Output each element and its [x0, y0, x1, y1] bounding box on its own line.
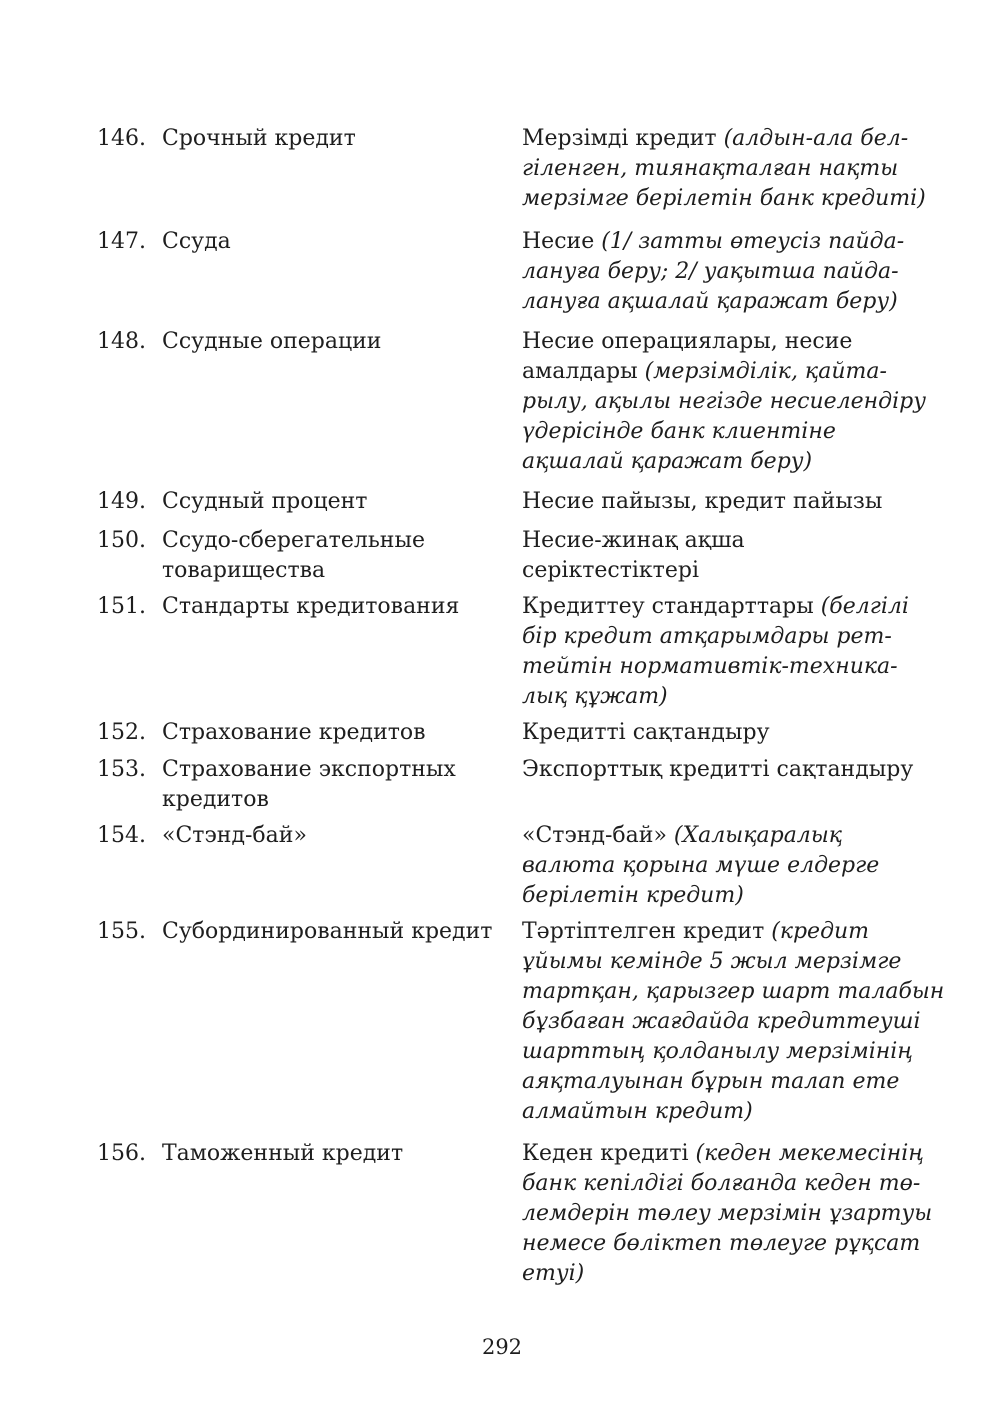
kazakh-translation-line: [522, 622, 922, 652]
kazakh-translation-line: [522, 1067, 922, 1097]
translation-text: Несие пайызы, кредит пайызы: [522, 489, 883, 514]
kazakh-translation-line: [522, 718, 922, 748]
russian-term: [162, 917, 507, 947]
russian-term: [162, 124, 507, 154]
kazakh-translation-line: [522, 851, 922, 881]
translation-text: Несие-жинақ ақша: [522, 528, 745, 553]
kazakh-translation: [522, 327, 926, 477]
russian-term-line: Срочный кредит: [162, 126, 356, 151]
kazakh-translation-line: [522, 1139, 922, 1169]
entry-number: 154.: [97, 823, 146, 848]
entry-number: 153.: [97, 757, 146, 782]
russian-term: [162, 227, 507, 257]
translation-explanation: бұзбаған жағдайда кредиттеуші: [522, 1009, 921, 1034]
kazakh-translation-line: [522, 1007, 922, 1037]
russian-term: [162, 327, 507, 357]
translation-explanation: алмайтын кредит): [522, 1099, 753, 1124]
kazakh-translation-line: [522, 917, 922, 947]
translation-explanation: рылу, ақылы негізде несиелендіру: [522, 389, 926, 414]
kazakh-translation: [522, 821, 922, 911]
translation-explanation: тейтін нормативтік-техника-: [522, 654, 898, 679]
translation-text: Несие операциялары, несие: [522, 329, 853, 354]
russian-term: [162, 755, 507, 815]
translation-explanation: бір кредит атқарымдары рет-: [522, 624, 892, 649]
translation-text: Тәртіптелген кредит: [522, 919, 772, 944]
kazakh-translation-line: [522, 1037, 922, 1067]
kazakh-translation-line: [522, 1259, 922, 1289]
translation-explanation: валюта қорына мүше елдерге: [522, 853, 880, 878]
translation-explanation: ақшалай қаражат беру): [522, 449, 813, 474]
russian-term: [162, 1139, 507, 1169]
kazakh-translation: [522, 1139, 933, 1289]
translation-explanation: банк кепілдігі болғанда кеден тө-: [522, 1171, 921, 1196]
entry-number: 147.: [97, 229, 146, 254]
translation-text: Кеден кредиті: [522, 1141, 696, 1166]
kazakh-translation-line: [522, 1229, 922, 1259]
kazakh-translation: [522, 718, 922, 748]
translation-explanation: лануға ақшалай қаражат беру): [522, 289, 898, 314]
translation-text: Кредитті сақтандыру: [522, 720, 770, 745]
translation-explanation: лануға беру; 2/ уақытша пайда-: [522, 259, 899, 284]
entry-number: 151.: [97, 594, 146, 619]
kazakh-translation-line: [522, 387, 926, 417]
kazakh-translation-line: [522, 592, 922, 622]
translation-explanation: шарттың қолданылу мерзімінің: [522, 1039, 913, 1064]
russian-term-line: Ссуда: [162, 229, 231, 254]
kazakh-translation: [522, 124, 926, 214]
translation-explanation: (кеден мекемесінің: [695, 1141, 924, 1166]
russian-term-line: «Стэнд-бай»: [162, 823, 307, 848]
translation-text: Несие: [522, 229, 602, 254]
kazakh-translation-line: [522, 257, 922, 287]
translation-explanation: (алдын-ала бел-: [723, 126, 909, 151]
kazakh-translation-line: [522, 184, 926, 214]
translation-explanation: (белгілі: [820, 594, 909, 619]
kazakh-translation-line: [522, 357, 922, 387]
kazakh-translation: [522, 227, 922, 317]
translation-text: Мерзімді кредит: [522, 126, 724, 151]
kazakh-translation-line: [522, 327, 922, 357]
translation-text: «Стэнд-бай»: [522, 823, 674, 848]
russian-term: [162, 821, 507, 851]
kazakh-translation: [522, 487, 922, 517]
kazakh-translation: [522, 592, 922, 712]
kazakh-translation-line: [522, 417, 922, 447]
translation-explanation: (мерзімділік, қайта-: [644, 359, 887, 384]
kazakh-translation-line: [522, 755, 922, 785]
kazakh-translation: [522, 526, 922, 586]
kazakh-translation-line: [522, 1169, 922, 1199]
entry-number: 149.: [97, 489, 146, 514]
kazakh-translation-line: [522, 821, 922, 851]
translation-explanation: (Халықаралық: [673, 823, 843, 848]
kazakh-translation-line: [522, 487, 922, 517]
russian-term-line: Ссудо-сберегательные: [162, 528, 425, 553]
translation-explanation: ұйымы кемінде 5 жыл мерзімге: [522, 949, 902, 974]
kazakh-translation-line: [522, 682, 922, 712]
translation-explanation: үдерісінде банк клиентіне: [522, 419, 836, 444]
russian-term-line: Ссудный процент: [162, 489, 368, 514]
entry-number: 152.: [97, 720, 146, 745]
kazakh-translation-line: [522, 124, 922, 154]
translation-text: серіктестіктері: [522, 558, 699, 583]
kazakh-translation: [522, 917, 945, 1127]
kazakh-translation-line: [522, 1199, 933, 1229]
russian-term: [162, 718, 507, 748]
translation-explanation: немесе бөліктеп төлеуге рұқсат: [522, 1231, 921, 1256]
russian-term: [162, 526, 507, 586]
entry-number: 146.: [97, 126, 146, 151]
translation-text: Кредиттеу стандарттары: [522, 594, 821, 619]
translation-explanation: берілетін кредит): [522, 883, 744, 908]
kazakh-translation-line: [522, 652, 922, 682]
russian-term-line: Таможенный кредит: [162, 1141, 404, 1166]
entry-number: 155.: [97, 919, 146, 944]
entry-number: 150.: [97, 528, 146, 553]
translation-text: Экспорттық кредитті сақтандыру: [522, 757, 914, 782]
entry-number: 156.: [97, 1141, 146, 1166]
translation-explanation: мерзімге берілетін банк кредиті): [522, 186, 926, 211]
russian-term-line: кредитов: [162, 787, 269, 812]
kazakh-translation-line: [522, 447, 922, 477]
kazakh-translation-line: [522, 556, 922, 586]
russian-term-line: Стандарты кредитования: [162, 594, 460, 619]
russian-term-line: Страхование кредитов: [162, 720, 426, 745]
translation-text: амалдары: [522, 359, 645, 384]
kazakh-translation: [522, 755, 922, 785]
kazakh-translation-line: [522, 977, 945, 1007]
kazakh-translation-line: [522, 227, 922, 257]
translation-explanation: гіленген, тиянақталған нақты: [522, 156, 899, 181]
kazakh-translation-line: [522, 526, 922, 556]
kazakh-translation-line: [522, 881, 922, 911]
translation-explanation: (1/ затты өтеусіз пайда-: [601, 229, 905, 254]
translation-explanation: етуі): [522, 1261, 585, 1286]
translation-explanation: аяқталуынан бұрын талап ете: [522, 1069, 900, 1094]
translation-explanation: тартқан, қарызгер шарт талабын: [522, 979, 945, 1004]
page-number: 292: [481, 1335, 523, 1359]
russian-term: [162, 487, 507, 517]
translation-explanation: лемдерін төлеу мерзімін ұзартуы: [522, 1201, 933, 1226]
entry-number: 148.: [97, 329, 146, 354]
russian-term-line: Страхование экспортных: [162, 757, 456, 782]
kazakh-translation-line: [522, 154, 922, 184]
russian-term-line: Субординированный кредит: [162, 919, 493, 944]
translation-explanation: (кредит: [771, 919, 870, 944]
russian-term-line: товарищества: [162, 558, 326, 583]
russian-term: [162, 592, 507, 622]
kazakh-translation-line: [522, 947, 922, 977]
kazakh-translation-line: [522, 1097, 922, 1127]
russian-term-line: Ссудные операции: [162, 329, 382, 354]
translation-explanation: лық құжат): [522, 684, 668, 709]
kazakh-translation-line: [522, 287, 922, 317]
